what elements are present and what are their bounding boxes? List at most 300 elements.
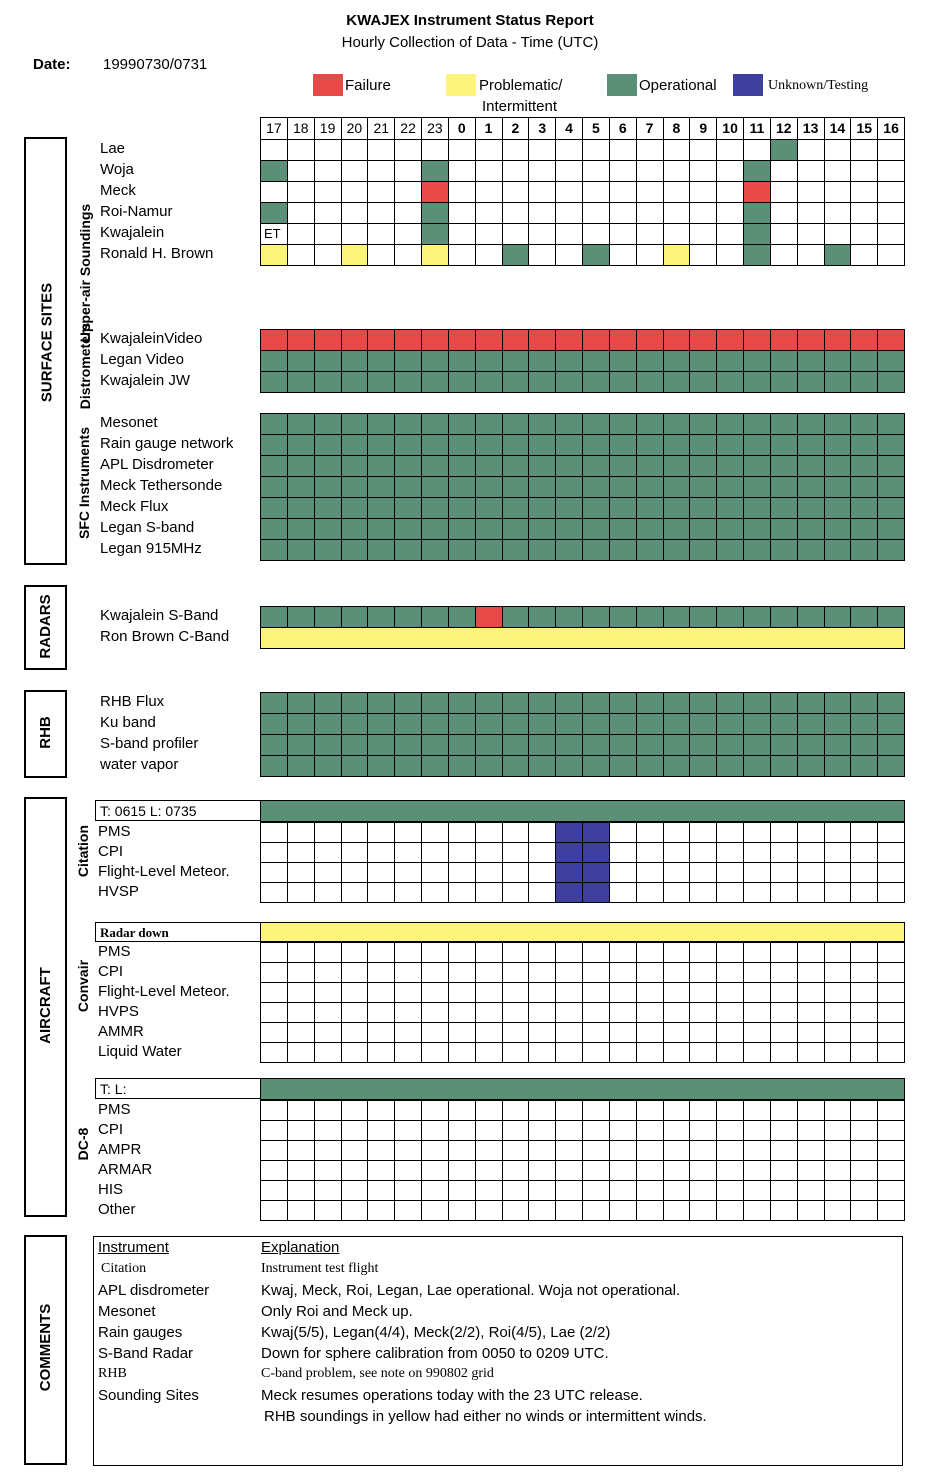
report-subtitle: Hourly Collection of Data - Time (UTC) (341, 34, 599, 51)
status-cell (825, 245, 852, 266)
legend-swatch-failure (313, 74, 343, 96)
status-cell (422, 140, 449, 161)
status-cell (395, 182, 422, 203)
status-cell (422, 540, 449, 561)
status-cell (395, 823, 422, 843)
status-cell (744, 456, 771, 477)
status-cell (422, 414, 449, 435)
status-cell (610, 182, 637, 203)
status-cell (664, 182, 691, 203)
hour-21: 21 (368, 118, 395, 140)
status-cell (449, 756, 476, 777)
status-cell (556, 372, 583, 393)
status-cell (664, 693, 691, 714)
status-cell (529, 140, 556, 161)
status-cell (449, 1121, 476, 1141)
status-cell (583, 883, 610, 903)
status-cell (744, 182, 771, 203)
status-cell (476, 1003, 503, 1023)
legend-label-problematic: Problematic/ (479, 77, 563, 94)
dc8-status-bar (260, 1078, 905, 1100)
status-cell (422, 943, 449, 963)
status-cell (690, 540, 717, 561)
status-cell (556, 1121, 583, 1141)
status-cell (825, 372, 852, 393)
row-label: PMS (98, 943, 131, 960)
status-cell (878, 372, 905, 393)
hour-0: 0 (449, 118, 476, 140)
status-cell (368, 693, 395, 714)
status-cell (476, 372, 503, 393)
status-cell (798, 519, 825, 540)
row-label: Legan Video (100, 351, 184, 368)
status-cell (690, 1201, 717, 1221)
status-cell (288, 456, 315, 477)
status-cell (583, 823, 610, 843)
hour-18: 18 (288, 118, 315, 140)
status-cell (851, 161, 878, 182)
status-cell (825, 843, 852, 863)
status-cell (368, 140, 395, 161)
status-cell (422, 456, 449, 477)
status-cell (851, 245, 878, 266)
status-cell (851, 1043, 878, 1063)
status-cell (368, 435, 395, 456)
status-cell (878, 693, 905, 714)
status-cell (368, 1161, 395, 1181)
status-cell (529, 477, 556, 498)
status-cell (798, 863, 825, 883)
status-cell (529, 245, 556, 266)
status-cell (476, 963, 503, 983)
comment-explanation: Down for sphere calibration from 0050 to 0209 UTC. (261, 1345, 609, 1362)
status-cell (851, 714, 878, 735)
status-cell (717, 1201, 744, 1221)
status-cell (771, 1003, 798, 1023)
status-cell (368, 203, 395, 224)
status-cell (556, 224, 583, 245)
status-cell (690, 1003, 717, 1023)
status-cell (798, 372, 825, 393)
status-cell (529, 1003, 556, 1023)
status-cell (315, 1181, 342, 1201)
hour-2: 2 (503, 118, 530, 140)
status-cell (717, 161, 744, 182)
status-cell (529, 823, 556, 843)
row-label: Woja (100, 161, 134, 178)
status-cell (476, 1141, 503, 1161)
status-cell (395, 714, 422, 735)
hour-15: 15 (851, 118, 878, 140)
status-cell (717, 498, 744, 519)
status-cell (690, 224, 717, 245)
status-cell (825, 224, 852, 245)
status-cell (529, 1101, 556, 1121)
status-cell (422, 1101, 449, 1121)
status-cell (851, 883, 878, 903)
status-cell (422, 983, 449, 1003)
report-title: KWAJEX Instrument Status Report (346, 12, 594, 29)
status-cell (261, 1023, 288, 1043)
status-cell (798, 983, 825, 1003)
status-cell (422, 1161, 449, 1181)
status-cell (422, 351, 449, 372)
status-cell (529, 983, 556, 1003)
status-cell (395, 983, 422, 1003)
status-cell (744, 963, 771, 983)
legend-swatch-unknown (733, 74, 763, 96)
status-cell (583, 140, 610, 161)
status-cell (798, 245, 825, 266)
status-cell (449, 351, 476, 372)
status-cell (315, 456, 342, 477)
status-cell (771, 843, 798, 863)
status-cell (342, 330, 369, 351)
status-cell (744, 756, 771, 777)
status-cell (851, 943, 878, 963)
status-cell (798, 203, 825, 224)
status-cell (476, 245, 503, 266)
status-cell (556, 735, 583, 756)
status-cell (261, 883, 288, 903)
status-cell (261, 1201, 288, 1221)
status-cell (529, 224, 556, 245)
status-cell (422, 477, 449, 498)
status-cell (395, 843, 422, 863)
status-cell (610, 414, 637, 435)
status-cell (664, 245, 691, 266)
status-cell (556, 351, 583, 372)
status-cell (529, 372, 556, 393)
status-cell (717, 863, 744, 883)
status-cell (342, 351, 369, 372)
convair-status-bar (260, 922, 905, 942)
status-cell (664, 735, 691, 756)
status-cell (637, 983, 664, 1003)
status-cell (583, 756, 610, 777)
status-cell (342, 519, 369, 540)
status-cell (771, 1023, 798, 1043)
row-label: Lae (100, 140, 126, 157)
status-cell (422, 161, 449, 182)
aircraft-section (24, 797, 67, 1217)
status-cell (395, 943, 422, 963)
status-cell (476, 435, 503, 456)
status-cell (395, 477, 422, 498)
status-cell (556, 519, 583, 540)
status-cell (529, 1121, 556, 1141)
status-cell (583, 1101, 610, 1121)
status-cell (368, 714, 395, 735)
status-cell (315, 224, 342, 245)
status-cell (288, 983, 315, 1003)
status-cell (690, 1161, 717, 1181)
status-cell (744, 843, 771, 863)
status-cell (825, 519, 852, 540)
status-cell (449, 540, 476, 561)
status-cell (583, 245, 610, 266)
status-cell (878, 714, 905, 735)
status-cell (368, 498, 395, 519)
status-cell (261, 414, 288, 435)
hour-3: 3 (529, 118, 556, 140)
status-cell (315, 756, 342, 777)
status-cell (503, 1141, 530, 1161)
status-cell (744, 1101, 771, 1121)
status-cell (825, 456, 852, 477)
radars-grid (260, 606, 905, 649)
status-cell (825, 330, 852, 351)
status-cell (342, 414, 369, 435)
status-cell (744, 414, 771, 435)
status-cell (717, 351, 744, 372)
status-cell (798, 714, 825, 735)
status-cell (744, 498, 771, 519)
status-cell (342, 498, 369, 519)
status-cell (798, 1141, 825, 1161)
status-cell (771, 498, 798, 519)
status-cell (771, 245, 798, 266)
status-cell (637, 883, 664, 903)
status-cell (395, 883, 422, 903)
status-cell (342, 1181, 369, 1201)
status-cell (368, 477, 395, 498)
status-cell (878, 1003, 905, 1023)
row-label: HIS (98, 1181, 124, 1198)
status-cell (637, 372, 664, 393)
status-cell (368, 1003, 395, 1023)
status-cell (449, 983, 476, 1003)
status-cell (449, 245, 476, 266)
status-cell (744, 540, 771, 561)
status-cell (395, 735, 422, 756)
comment-explanation: Kwaj(5/5), Legan(4/4), Meck(2/2), Roi(4/5), Lae (2/2) (261, 1324, 611, 1341)
status-cell (288, 843, 315, 863)
status-cell (556, 1201, 583, 1221)
status-cell (315, 182, 342, 203)
status-cell (610, 498, 637, 519)
status-cell (449, 498, 476, 519)
status-cell (261, 435, 288, 456)
status-cell (771, 414, 798, 435)
status-cell (261, 714, 288, 735)
status-cell (690, 477, 717, 498)
status-cell (798, 735, 825, 756)
comments-title: COMMENTS (37, 1303, 54, 1392)
status-cell (851, 372, 878, 393)
status-cell (610, 1121, 637, 1141)
rhb-grid (260, 692, 905, 777)
status-cell (503, 182, 530, 203)
status-cell (583, 863, 610, 883)
status-cell: ET (261, 224, 288, 245)
status-cell (583, 1181, 610, 1201)
status-cell (664, 863, 691, 883)
status-cell (315, 1101, 342, 1121)
status-cell (261, 351, 288, 372)
status-cell (664, 883, 691, 903)
status-cell (583, 224, 610, 245)
status-cell (556, 456, 583, 477)
status-cell (717, 1141, 744, 1161)
status-cell (610, 983, 637, 1003)
status-cell (503, 735, 530, 756)
status-cell (261, 372, 288, 393)
status-cell (878, 140, 905, 161)
status-cell (422, 823, 449, 843)
status-cell (690, 943, 717, 963)
convair-note: Radar down (95, 922, 261, 942)
status-cell (771, 1201, 798, 1221)
status-cell (851, 1141, 878, 1161)
status-cell (288, 1121, 315, 1141)
status-cell (798, 477, 825, 498)
status-cell (798, 1201, 825, 1221)
status-cell (744, 1121, 771, 1141)
status-cell (664, 756, 691, 777)
status-cell (744, 245, 771, 266)
hour-16: 16 (878, 118, 905, 140)
comment-explanation: Instrument test flight (261, 1261, 379, 1276)
status-cell (878, 351, 905, 372)
comment-instrument: Rain gauges (98, 1324, 183, 1341)
status-cell (449, 414, 476, 435)
status-cell (664, 1141, 691, 1161)
status-cell (261, 863, 288, 883)
hour-9: 9 (690, 118, 717, 140)
status-cell (798, 883, 825, 903)
status-cell (851, 519, 878, 540)
status-cell (368, 351, 395, 372)
status-cell (342, 714, 369, 735)
status-cell (664, 203, 691, 224)
status-cell (422, 1181, 449, 1201)
rhb-title: RHB (37, 716, 54, 749)
status-cell (637, 540, 664, 561)
status-cell (449, 1141, 476, 1161)
status-cell (610, 351, 637, 372)
status-cell (503, 883, 530, 903)
status-cell (556, 140, 583, 161)
row-label: Roi-Namur (100, 203, 173, 220)
status-cell (851, 607, 878, 628)
status-cell (771, 540, 798, 561)
status-cell (449, 1181, 476, 1201)
status-cell (690, 456, 717, 477)
status-cell (342, 943, 369, 963)
status-cell (476, 756, 503, 777)
status-cell (878, 540, 905, 561)
status-cell (610, 843, 637, 863)
status-cell (422, 607, 449, 628)
row-label: water vapor (100, 756, 179, 773)
status-cell (503, 1121, 530, 1141)
comment-instrument: S-Band Radar (98, 1345, 194, 1362)
status-cell (529, 943, 556, 963)
status-cell (556, 498, 583, 519)
status-cell (288, 1161, 315, 1181)
status-cell (878, 1181, 905, 1201)
status-cell (717, 435, 744, 456)
row-label: Legan S-band (100, 519, 195, 536)
status-cell (664, 1043, 691, 1063)
status-cell (342, 477, 369, 498)
status-cell (556, 414, 583, 435)
status-cell (717, 245, 744, 266)
status-cell (771, 863, 798, 883)
status-cell (503, 224, 530, 245)
status-cell (422, 245, 449, 266)
status-cell (771, 1141, 798, 1161)
status-cell (422, 182, 449, 203)
row-label: AMMR (98, 1023, 144, 1040)
status-cell (368, 1043, 395, 1063)
status-cell (851, 1201, 878, 1221)
aircraft-title: AIRCRAFT (37, 967, 54, 1044)
status-cell (449, 735, 476, 756)
status-cell (449, 823, 476, 843)
status-cell (717, 203, 744, 224)
status-cell (476, 477, 503, 498)
row-label: RHB Flux (100, 693, 165, 710)
status-cell (315, 161, 342, 182)
status-cell (583, 498, 610, 519)
status-cell (664, 943, 691, 963)
status-cell (395, 1043, 422, 1063)
status-cell (851, 1023, 878, 1043)
status-cell (503, 140, 530, 161)
status-cell (342, 182, 369, 203)
status-cell (878, 983, 905, 1003)
status-cell (664, 1003, 691, 1023)
status-cell (825, 714, 852, 735)
status-cell (315, 1023, 342, 1043)
status-cell (610, 519, 637, 540)
status-cell (690, 843, 717, 863)
status-cell (315, 843, 342, 863)
status-cell (744, 1181, 771, 1201)
status-cell (610, 823, 637, 843)
status-cell (288, 182, 315, 203)
status-cell (315, 714, 342, 735)
status-cell (556, 863, 583, 883)
status-cell (422, 203, 449, 224)
status-cell (717, 414, 744, 435)
status-cell (315, 519, 342, 540)
comment-instrument: Citation (101, 1261, 147, 1276)
status-cell (744, 330, 771, 351)
status-cell (288, 140, 315, 161)
status-cell (556, 1161, 583, 1181)
status-cell (771, 823, 798, 843)
status-cell (664, 1121, 691, 1141)
status-cell (476, 519, 503, 540)
status-cell (744, 1201, 771, 1221)
status-cell (368, 330, 395, 351)
status-cell (690, 372, 717, 393)
status-cell (717, 714, 744, 735)
hour-1: 1 (476, 118, 503, 140)
status-cell (503, 607, 530, 628)
sfc-instruments-label: SFC Instruments (76, 427, 92, 540)
status-cell (368, 245, 395, 266)
status-cell (288, 519, 315, 540)
hour-22: 22 (395, 118, 422, 140)
row-label: Kwajalein JW (100, 372, 191, 389)
status-cell (798, 414, 825, 435)
status-cell (449, 693, 476, 714)
status-cell (476, 224, 503, 245)
